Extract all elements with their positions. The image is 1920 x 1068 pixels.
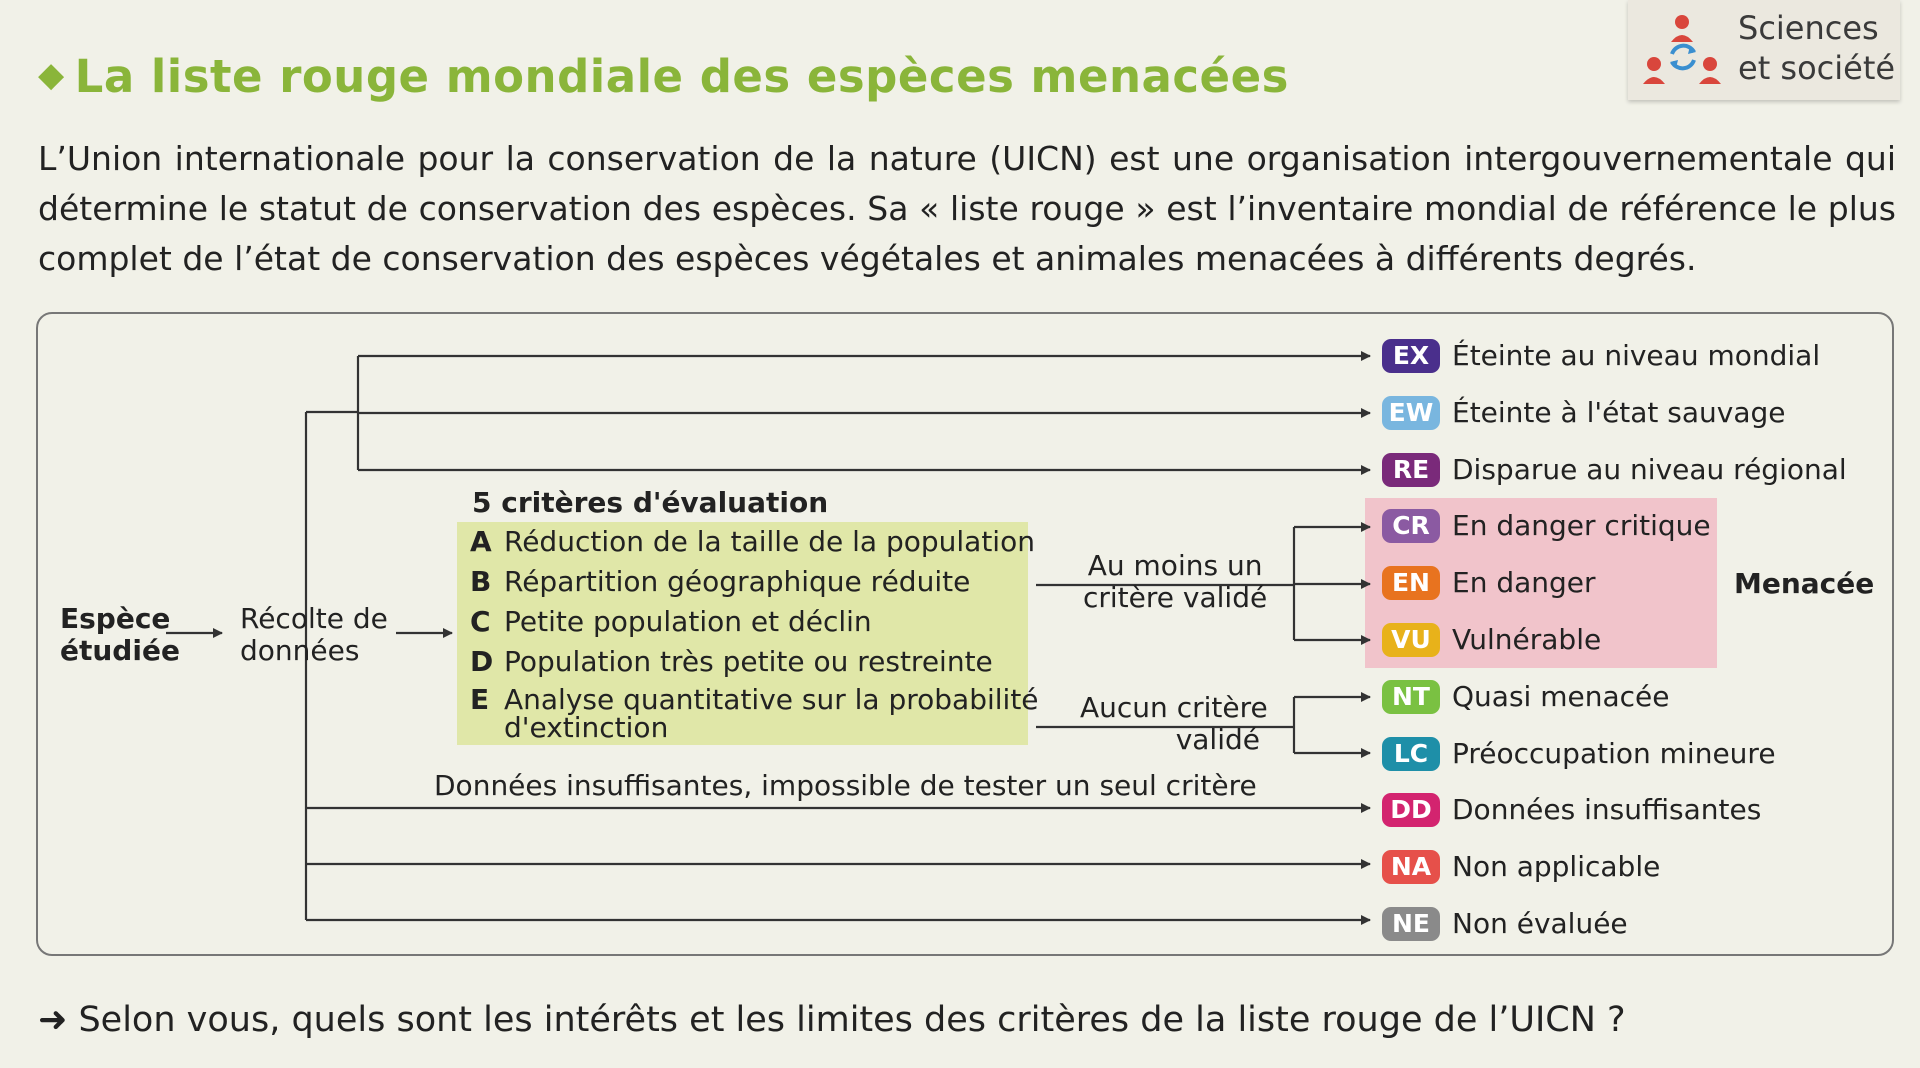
- category-label-vu: Vulnérable: [1452, 623, 1602, 656]
- criterion-d: D Population très petite ou restreinte: [470, 645, 993, 678]
- criteria-title: 5 critères d'évaluation: [472, 486, 829, 519]
- category-label-nt: Quasi menacée: [1452, 679, 1670, 713]
- badge-line-2: et société: [1738, 49, 1896, 87]
- category-code-ex: EX: [1382, 339, 1440, 373]
- category-label-en: En danger: [1452, 566, 1596, 600]
- category-label-ex: Éteinte au niveau mondial: [1452, 339, 1821, 372]
- criterion-c: C Petite population et déclin: [470, 605, 872, 638]
- category-code-re: RE: [1382, 453, 1440, 487]
- category-code-ne: NE: [1382, 907, 1440, 941]
- criteria-list: [470, 526, 1039, 742]
- category-label-cr: En danger critique: [1452, 509, 1711, 543]
- category-code-lc: LC: [1382, 737, 1440, 771]
- category-label-lc: Préoccupation mineure: [1452, 736, 1776, 770]
- criterion-e: E Analyse quantitative sur la probabilité d'extinction: [470, 683, 1039, 744]
- threatened-label: Menacée: [1734, 567, 1875, 600]
- no-criterion-label: Aucun critère validé: [1080, 691, 1268, 756]
- category-code-dd: DD: [1382, 793, 1440, 827]
- species-label: Espèce étudiée: [60, 602, 180, 667]
- intro-paragraph: L’Union internationale pour la conservation de la nature (UICN) est une organisation intergouvernementale qui détermine le statut de conservation des espèces. Sa « liste rouge » est l’inventaire mondial de référence le plus complet de l’état de conservation des espèces végétales et animales menacées à différents degrés.: [38, 139, 1896, 278]
- criterion-a: A Réduction de la taille de la population: [470, 525, 1035, 558]
- category-code-en: EN: [1382, 566, 1440, 600]
- category-label-ne: Non évaluée: [1452, 907, 1628, 940]
- question: ➜ Selon vous, quels sont les intérêts et les limites des critères de la liste rouge de l’UICN ?: [38, 1000, 1626, 1040]
- category-label-na: Non applicable: [1452, 850, 1661, 884]
- collection-label: Récolte de données: [240, 602, 388, 667]
- badge-line-1: Sciences: [1738, 9, 1879, 47]
- category-label-dd: Données insuffisantes: [1452, 793, 1762, 827]
- criterion-b: B Répartition géographique réduite: [470, 565, 971, 598]
- category-label-re: Disparue au niveau régional: [1452, 452, 1847, 486]
- category-code-ew: EW: [1382, 396, 1440, 430]
- insufficient-note: Données insuffisantes, impossible de tester un seul critère: [434, 769, 1257, 802]
- category-code-na: NA: [1382, 850, 1440, 884]
- category-code-nt: NT: [1382, 680, 1440, 714]
- title-text: La liste rouge mondiale des espèces menacées: [74, 50, 1289, 103]
- category-label-ew: Éteinte à l'état sauvage: [1452, 395, 1786, 429]
- diamond-icon: ◆: [38, 55, 65, 95]
- at-least-one-label: Au moins un critère validé: [1083, 549, 1268, 614]
- category-code-cr: CR: [1382, 509, 1440, 543]
- category-code-vu: VU: [1382, 623, 1440, 657]
